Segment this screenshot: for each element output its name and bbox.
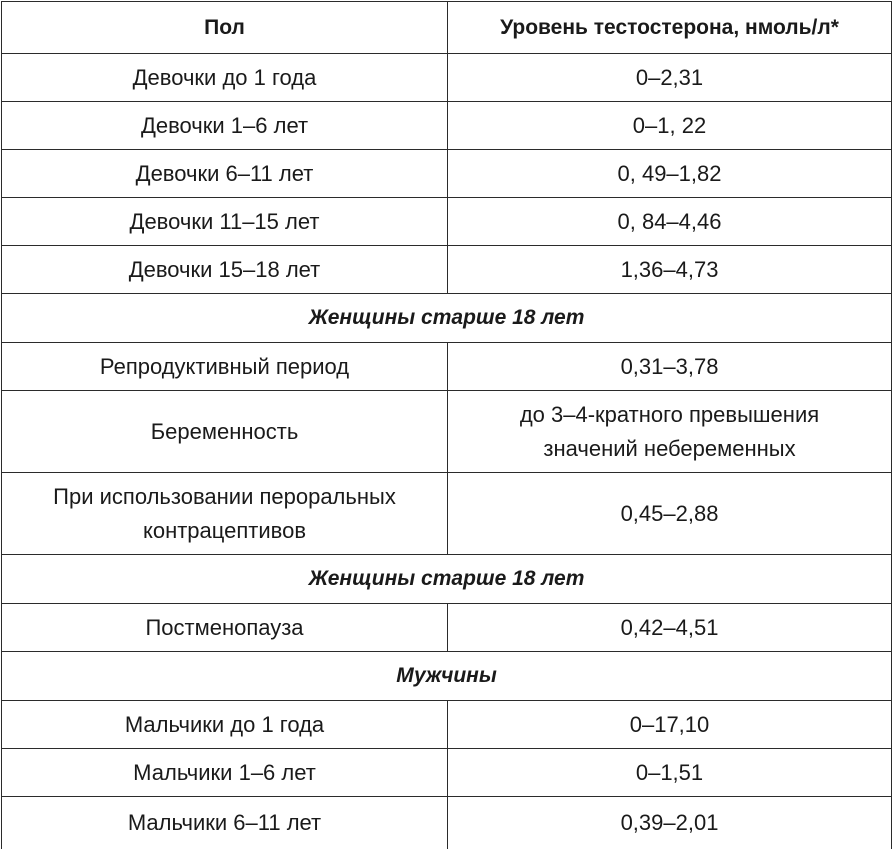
value-cell: 0, 84–4,46: [448, 198, 892, 246]
value-cell: 0,39–2,01: [448, 797, 892, 849]
table-row: [2, 701, 892, 749]
value-cell: 0, 49–1,82: [448, 150, 892, 198]
table-row: [2, 604, 892, 652]
header-sex: Пол: [2, 2, 448, 54]
section-heading: Женщины старше 18 лет: [2, 555, 892, 604]
value-cell: 0,31–3,78: [448, 343, 892, 391]
group-cell: Девочки 11–15 лет: [2, 198, 448, 246]
group-cell: Мальчики 6–11 лет: [2, 797, 448, 849]
value-cell: 0–1,51: [448, 749, 892, 797]
group-cell: Постменопауза: [2, 604, 448, 652]
value-cell: 0,45–2,88: [448, 473, 892, 555]
value-cell: 0–17,10: [448, 701, 892, 749]
table-row: [2, 343, 892, 391]
group-cell: Девочки 1–6 лет: [2, 102, 448, 150]
table-row: [2, 54, 892, 102]
group-cell: Девочки 15–18 лет: [2, 246, 448, 294]
group-cell: Беременность: [2, 391, 448, 473]
section-heading: Мужчины: [2, 652, 892, 701]
group-cell: Девочки 6–11 лет: [2, 150, 448, 198]
value-cell: [448, 391, 892, 473]
table-row: [2, 391, 892, 473]
value-cell: 0,42–4,51: [448, 604, 892, 652]
table-header-row: [2, 2, 892, 54]
group-line: контрацептивов: [142, 517, 307, 543]
group-line: При использовании пероральных: [53, 483, 396, 509]
group-cell: Репродуктивный период: [2, 343, 448, 391]
group-cell: Мальчики до 1 года: [2, 701, 448, 749]
header-testosterone-level: Уровень тестостерона, нмоль/л*: [448, 2, 892, 54]
table-row: [2, 749, 892, 797]
table-row: [2, 102, 892, 150]
table-row: [2, 150, 892, 198]
section-row-women-postmenopause: [2, 555, 892, 604]
value-cell: 0–2,31: [448, 54, 892, 102]
section-row-women: [2, 294, 892, 343]
value-line: значений небеременных: [543, 435, 796, 461]
table-row: [2, 246, 892, 294]
group-cell: Мальчики 1–6 лет: [2, 749, 448, 797]
group-cell: Девочки до 1 года: [2, 54, 448, 102]
value-cell: 0–1, 22: [448, 102, 892, 150]
testosterone-reference-table: [1, 1, 892, 849]
group-cell: [2, 473, 448, 555]
table-row: [2, 198, 892, 246]
value-cell: 1,36–4,73: [448, 246, 892, 294]
value-line: до 3–4-кратного превышения: [519, 401, 820, 427]
table-row: [2, 473, 892, 555]
section-heading: Женщины старше 18 лет: [2, 294, 892, 343]
section-row-men: [2, 652, 892, 701]
table-row: [2, 797, 892, 849]
